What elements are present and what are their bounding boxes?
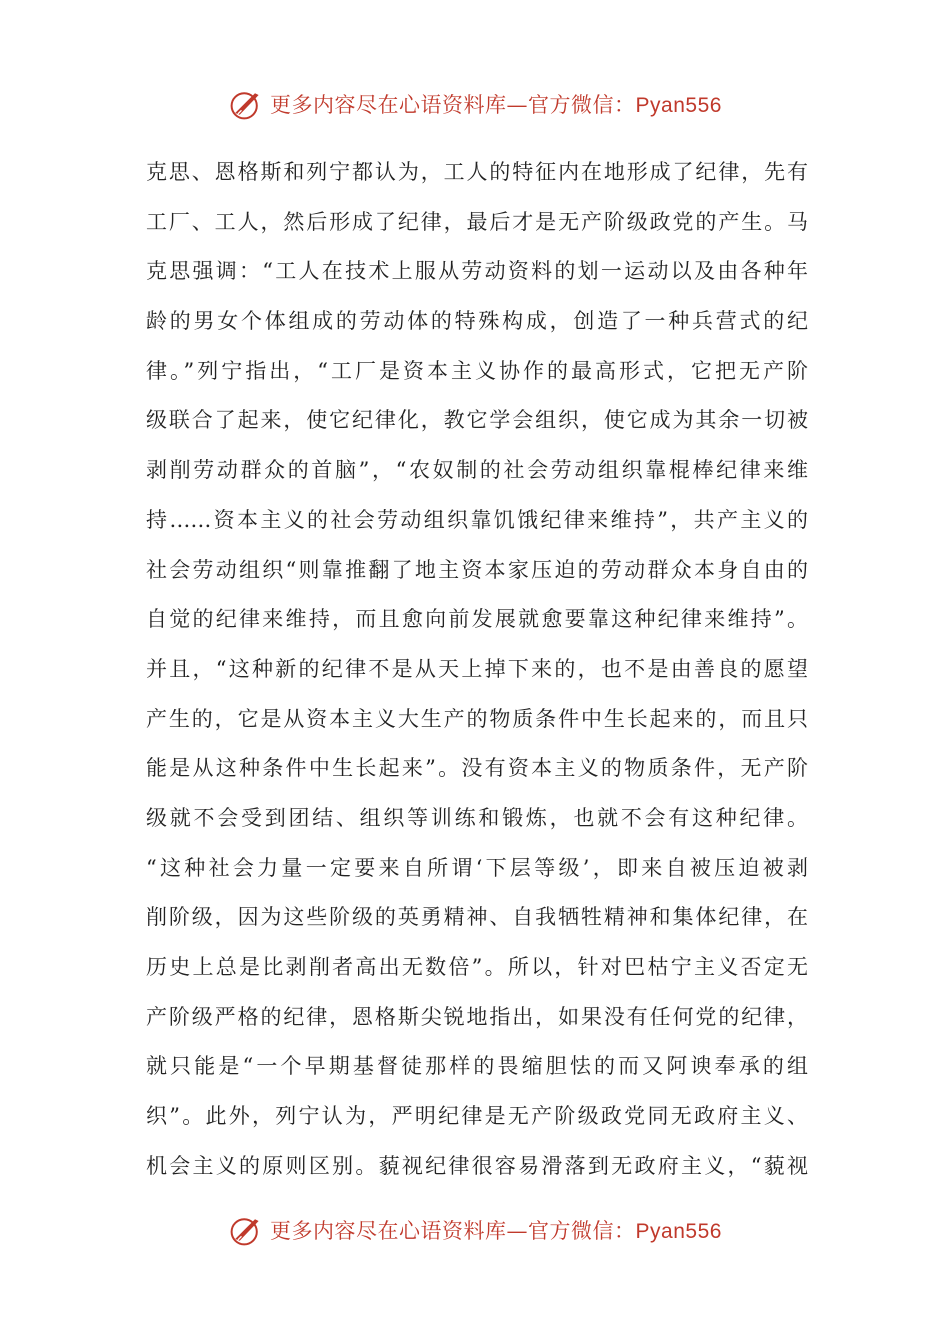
text-line: 工厂、工人，然后形成了纪律，最后才是无产阶级政党的产生。马	[146, 209, 808, 234]
text-line: 产生的，它是从资本主义大生产的物质条件中生长起来的，而且只	[146, 706, 808, 731]
text-line: 并且，“这种新的纪律不是从天上掉下来的，也不是由善良的愿望	[146, 656, 808, 681]
text-line: 级就不会受到团结、组织等训练和锻炼，也就不会有这种纪律。	[146, 805, 808, 830]
text-line: 持……资本主义的社会劳动组织靠饥饿纪律来维持”，共产主义的	[146, 507, 808, 532]
text-line: 自觉的纪律来维持，而且愈向前发展就愈要靠这种纪律来维持”。	[146, 607, 808, 632]
text-line: 产阶级严格的纪律，恩格斯尖锐地指出，如果没有任何党的纪律，	[146, 1004, 808, 1029]
pen-logo-icon	[228, 86, 264, 122]
header-banner	[0, 84, 950, 124]
text-line: 能是从这种条件中生长起来”。没有资本主义的物质条件，无产阶	[146, 756, 808, 781]
text-line: 律。”列宁指出，“工厂是资本主义协作的最高形式，它把无产阶	[146, 358, 808, 383]
text-line: 龄的男女个体组成的劳动体的特殊构成，创造了一种兵营式的纪	[146, 309, 808, 334]
pen-logo-icon	[228, 1212, 264, 1248]
text-line: 级联合了起来，使它纪律化，教它学会组织，使它成为其余一切被	[146, 408, 808, 433]
text-line: 机会主义的原则区别。藐视纪律很容易滑落到无政府主义，“藐视	[146, 1153, 808, 1178]
text-line: “这种社会力量一定要来自所谓‘下层等级’，即来自被压迫被剥	[146, 855, 808, 880]
text-line: 社会劳动组织“则靠推翻了地主资本家压迫的劳动群众本身自由的	[146, 557, 808, 582]
document-body	[146, 148, 808, 1191]
text-line: 削阶级，因为这些阶级的英勇精神、自我牺牲精神和集体纪律，在	[146, 905, 808, 930]
banner-text: 更多内容尽在心语资料库—官方微信：Pyan556	[270, 93, 722, 117]
banner-text: 更多内容尽在心语资料库—官方微信：Pyan556	[270, 1219, 722, 1243]
text-line: 织”。此外，列宁认为，严明纪律是无产阶级政党同无政府主义、	[146, 1104, 808, 1129]
text-line: 剥削劳动群众的首脑”，“农奴制的社会劳动组织靠棍棒纪律来维	[146, 458, 808, 483]
text-line: 克思强调：“工人在技术上服从劳动资料的划一运动以及由各种年	[146, 259, 808, 284]
footer-banner	[0, 1210, 950, 1250]
text-line: 历史上总是比剥削者高出无数倍”。所以，针对巴枯宁主义否定无	[146, 955, 808, 979]
text-line: 克思、恩格斯和列宁都认为，工人的特征内在地形成了纪律，先有	[146, 160, 808, 184]
text-line: 就只能是“一个早期基督徒那样的畏缩胆怯的而又阿谀奉承的组	[146, 1054, 808, 1079]
